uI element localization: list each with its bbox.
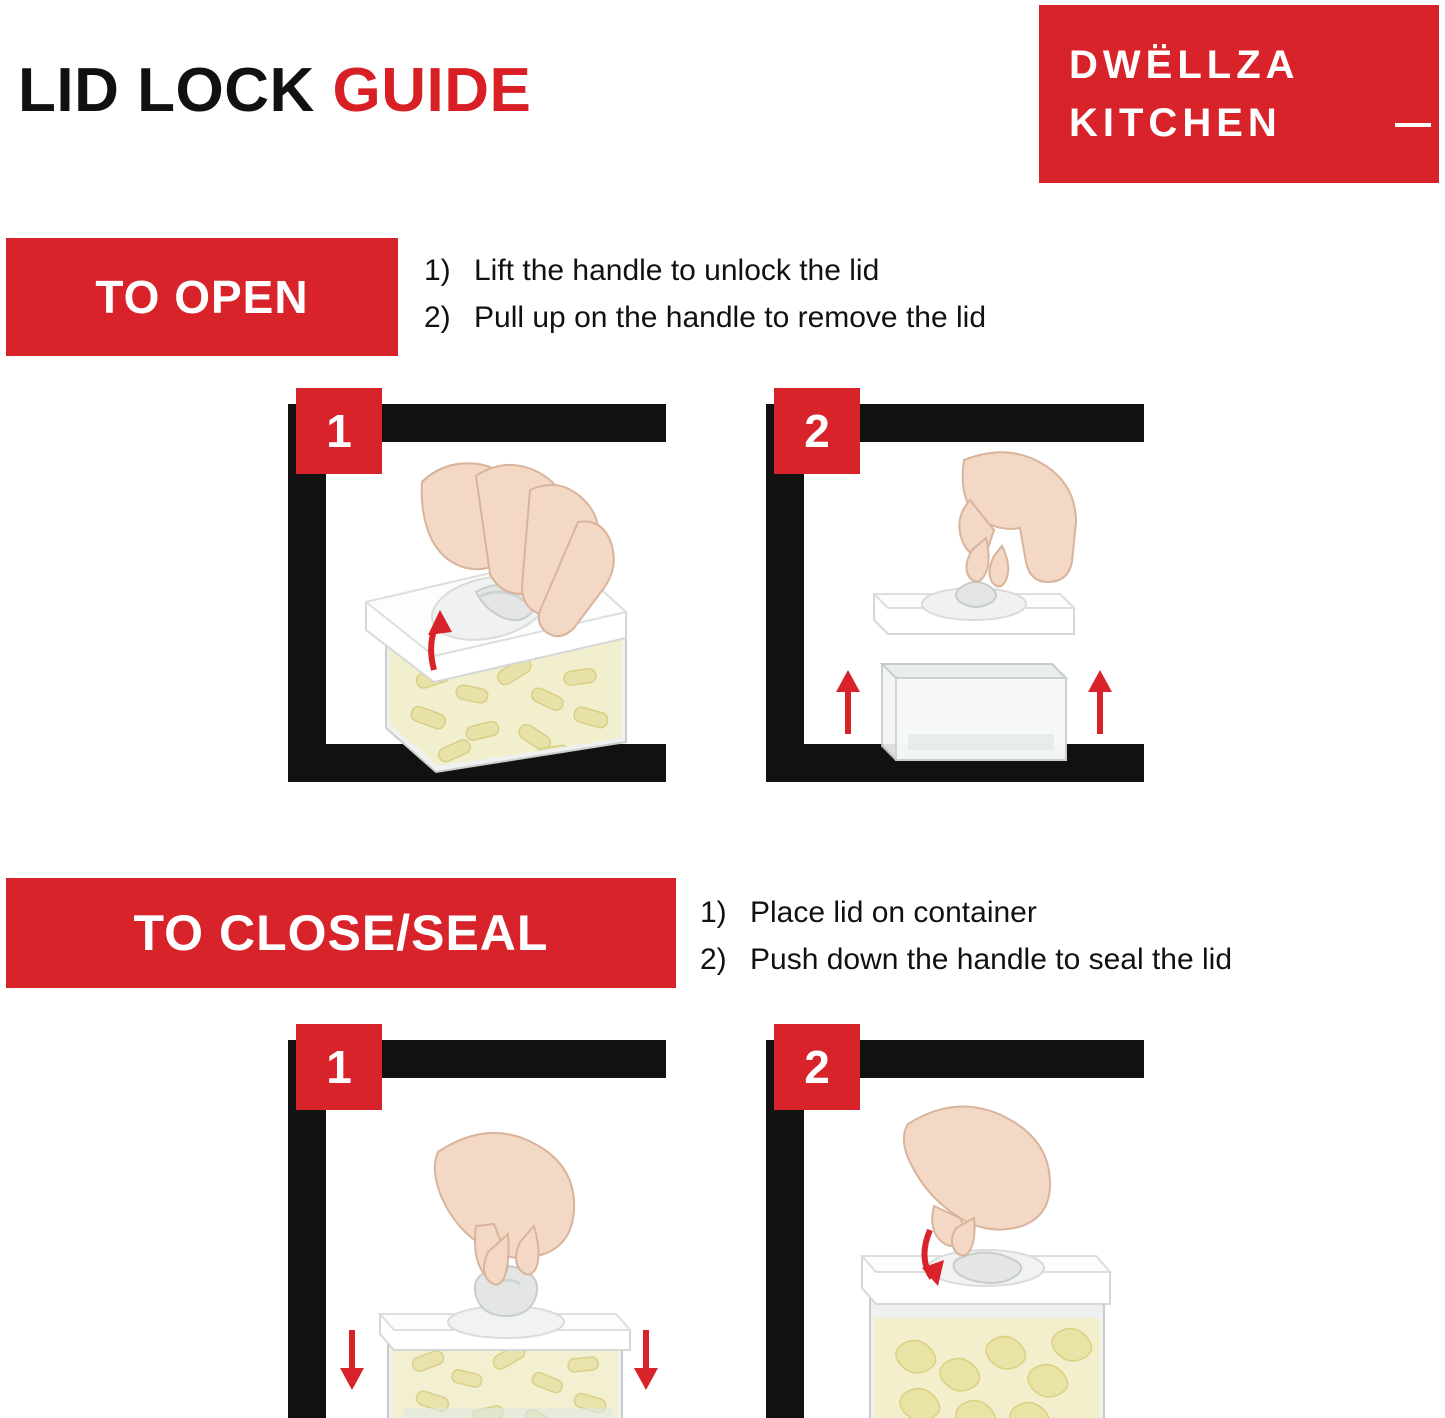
- step-text: Place lid on container: [750, 896, 1037, 929]
- page-title-part-1: LID LOCK: [18, 56, 333, 125]
- step-text: Push down the handle to seal the lid: [750, 942, 1233, 976]
- page-title: [18, 55, 531, 126]
- step-number: 1): [700, 896, 727, 929]
- illustration-panel-close-2: [766, 1040, 1144, 1418]
- panel-step-badge: 2: [774, 388, 860, 474]
- illustration-panel-open-1: [288, 404, 666, 782]
- panel-step-badge: 1: [296, 388, 382, 474]
- steps-to-close-seal: [700, 890, 1430, 983]
- header: [0, 0, 1445, 200]
- illustration-panel-close-1: [288, 1040, 666, 1418]
- brand-name-line-1: DWËLLZA: [1069, 43, 1300, 87]
- section-label-to-close-seal: TO CLOSE/SEAL: [6, 878, 676, 988]
- lid-remove-illustration: [804, 442, 1144, 782]
- step-number: 1): [424, 254, 451, 287]
- lid-place-illustration: [326, 1078, 666, 1418]
- illustration-panel-open-2: [766, 404, 1144, 782]
- step-number: 2): [700, 942, 727, 976]
- brand-name-line-2: KITCHEN: [1069, 101, 1282, 145]
- brand-rule: [1395, 123, 1431, 127]
- step-row: [700, 890, 1430, 937]
- steps-to-open: [424, 248, 1384, 341]
- panel-step-badge: 1: [296, 1024, 382, 1110]
- step-row: [700, 937, 1430, 984]
- panel-step-badge: 2: [774, 1024, 860, 1110]
- section-label-to-open: TO OPEN: [6, 238, 398, 356]
- step-number: 2): [424, 300, 451, 334]
- brand-logo: [1039, 5, 1439, 183]
- page-title-part-2: GUIDE: [332, 56, 532, 125]
- step-row: [424, 248, 1384, 295]
- step-text: Pull up on the handle to remove the lid: [474, 300, 987, 334]
- step-text: Lift the handle to unlock the lid: [474, 254, 880, 287]
- lid-lift-illustration: [326, 442, 666, 782]
- lid-seal-illustration: [804, 1078, 1144, 1418]
- step-row: [424, 295, 1384, 342]
